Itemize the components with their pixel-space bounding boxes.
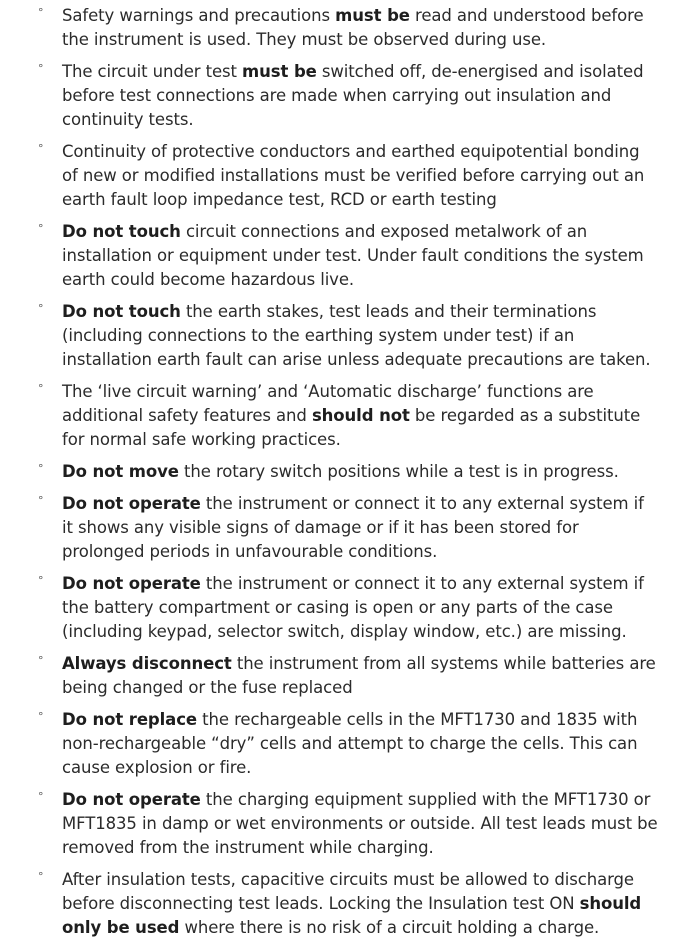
bullet-icon: ° bbox=[38, 870, 44, 883]
warning-text: The ‘live circuit warning’ and ‘Automatic discharge’ functions are additional safety features and should not be regarded as a substitute for normal safe working practices. bbox=[62, 382, 641, 449]
warning-text: Do not move the rotary switch positions while a test is in progress. bbox=[62, 462, 619, 481]
warning-text: Do not touch the earth stakes, test leads and their terminations (including connections to the earthing system under test) if an installation earth fault can arise unless adequate precautions are taken. bbox=[62, 302, 651, 369]
warning-text: After insulation tests, capacitive circuits must be allowed to discharge before disconnecting test leads. Locking the Insulation test ON should only be used where there is no risk of a circuit holding a charge. bbox=[62, 870, 642, 937]
bullet-icon: ° bbox=[38, 62, 44, 75]
bullet-icon: ° bbox=[38, 462, 44, 475]
warning-text: Do not operate the charging equipment supplied with the MFT1730 or MFT1835 in damp or wet environments or outside. All test leads must be removed from the instrument while charging. bbox=[62, 790, 658, 857]
warning-item-6 bbox=[0, 380, 688, 452]
warning-item-11 bbox=[0, 708, 688, 780]
warning-text: Do not operate the instrument or connect it to any external system if it shows any visible signs of damage or if it has been stored for prolonged periods in unfavourable conditions. bbox=[62, 494, 644, 561]
warning-item-4 bbox=[0, 220, 688, 292]
warning-text: Continuity of protective conductors and earthed equipotential bonding of new or modified installations must be verified before carrying out an earth fault loop impedance test, RCD or earth testing bbox=[62, 142, 645, 209]
warning-item-2 bbox=[0, 60, 688, 132]
bullet-icon: ° bbox=[38, 574, 44, 587]
bullet-icon: ° bbox=[38, 142, 44, 155]
bullet-icon: ° bbox=[38, 654, 44, 667]
warning-text: Do not operate the instrument or connect it to any external system if the battery compartment or casing is open or any parts of the case (including keypad, selector switch, display window, etc.) are missing. bbox=[62, 574, 644, 641]
warning-item-3 bbox=[0, 140, 688, 212]
safety-warnings-list bbox=[0, 4, 688, 948]
warning-item-12 bbox=[0, 788, 688, 860]
bullet-icon: ° bbox=[38, 790, 44, 803]
bullet-icon: ° bbox=[38, 302, 44, 315]
bullet-icon: ° bbox=[38, 222, 44, 235]
warning-item-5 bbox=[0, 300, 688, 372]
warning-text: Do not touch circuit connections and exposed metalwork of an installation or equipment under test. Under fault conditions the system earth could become hazardous live. bbox=[62, 222, 644, 289]
bullet-icon: ° bbox=[38, 382, 44, 395]
warning-text: Safety warnings and precautions must be read and understood before the instrument is used. They must be observed during use. bbox=[62, 6, 644, 49]
warning-item-13 bbox=[0, 868, 688, 940]
bullet-icon: ° bbox=[38, 710, 44, 723]
warning-item-8 bbox=[0, 492, 688, 564]
warning-item-7 bbox=[0, 460, 688, 484]
warning-item-10 bbox=[0, 652, 688, 700]
warning-text: Always disconnect the instrument from all systems while batteries are being changed or the fuse replaced bbox=[62, 654, 656, 697]
bullet-icon: ° bbox=[38, 6, 44, 19]
warning-text: The circuit under test must be switched off, de-energised and isolated before test connections are made when carrying out insulation and continuity tests. bbox=[62, 62, 644, 129]
warning-item-9 bbox=[0, 572, 688, 644]
warning-text: Do not replace the rechargeable cells in the MFT1730 and 1835 with non-rechargeable “dry” cells and attempt to charge the cells. This can cause explosion or fire. bbox=[62, 710, 638, 777]
warning-item-1 bbox=[0, 4, 688, 52]
bullet-icon: ° bbox=[38, 494, 44, 507]
